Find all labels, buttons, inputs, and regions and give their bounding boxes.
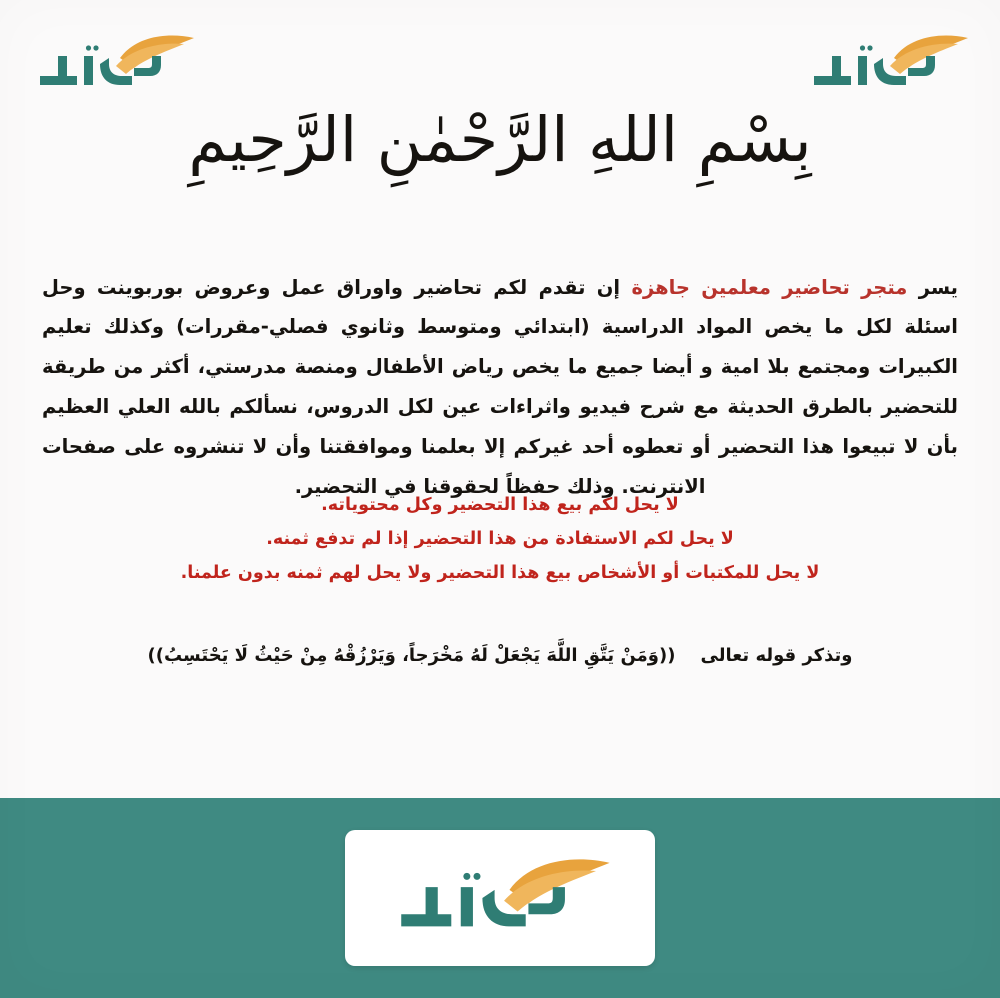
kotobi-logo-left (28, 28, 198, 100)
intro-body: إن تقدم لكم تحاضير واوراق عمل وعروض بوربوينت وحل اسئلة لكل ما يخص المواد الدراسية (ابتدائي ومتوسط وثانوي فصلي-مقررات) وكذلك تعليم الكبيرات ومجتمع بلا امية و أيضا جميع ما يخص رياض الأطفال ومنصة مدرستي، أكثر من طريقة للتحضير بالطرق الحديثة مع شرح فيديو واثراءات عين لكل الدروس، نسألكم بالله العلي العظيم بأن لا تبيعوا هذا التحضير أو تعطوه أحد غيركم إلا بعلمنا وموافقتنا وأن لا تنشروه على صفحات الانترنت. وذلك حفظاً لحقوقنا في التحضير. (42, 275, 958, 499)
basmala-calligraphy: بِسْمِ اللهِ الرَّحْمٰنِ الرَّحِيمِ (188, 103, 812, 176)
ayah-text: ((وَمَنْ يَتَّقِ اللَّهَ يَجْعَلْ لَهُ مَخْرَجاً، وَيَرْزُقْهُ مِنْ حَيْثُ لَا يَحْتَسِبُ)) (147, 645, 676, 666)
footer-logo-card (345, 830, 655, 966)
ayah-line (0, 645, 1000, 666)
warnings-block (0, 488, 1000, 590)
footer-band (0, 798, 1000, 998)
kotobi-logo-right (802, 28, 972, 100)
warning-line: لا يحل لكم الاستفادة من هذا التحضير إذا لم تدفع ثمنه. (266, 529, 734, 550)
warning-line: لا يحل لكم بيع هذا التحضير وكل محتوياته. (321, 495, 679, 515)
ayah-intro: وتذكر قوله تعالى (700, 645, 853, 666)
kotobi-logo-footer (385, 848, 615, 948)
intro-prefix: يسر (918, 275, 958, 299)
warning-line: لا يحل للمكتبات أو الأشخاص بيع هذا التحضير ولا يحل لهم ثمنه بدون علمنا. (180, 563, 820, 584)
intro-paragraph (42, 268, 958, 508)
store-name-highlight: متجر تحاضير معلمين جاهزة (631, 275, 908, 299)
